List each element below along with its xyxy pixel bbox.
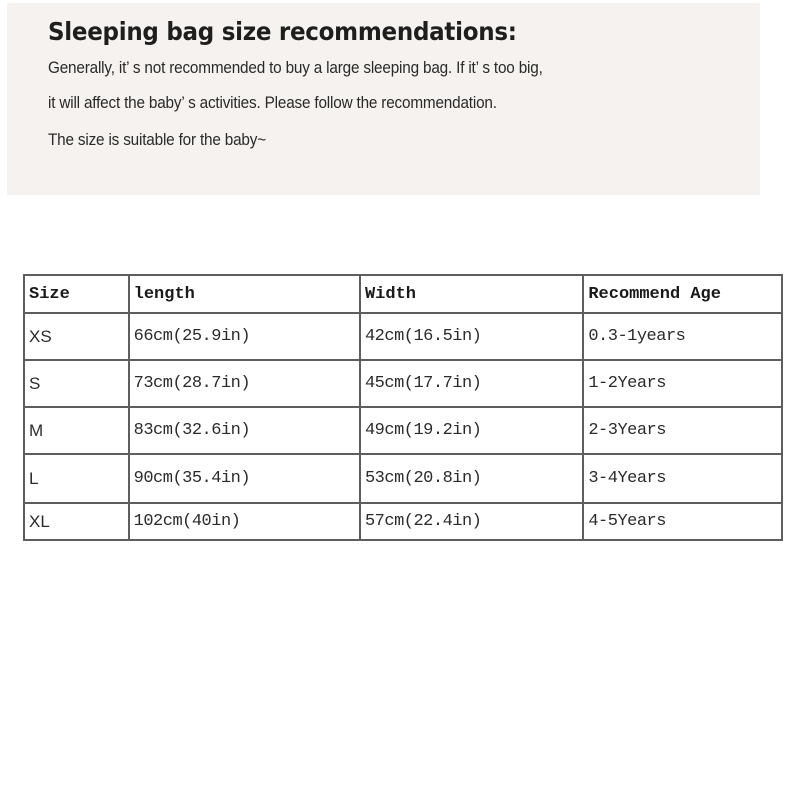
- cell-length: 83cm(32.6in): [129, 407, 360, 454]
- cell-width: 57cm(22.4in): [360, 503, 583, 540]
- cell-width: 42cm(16.5in): [360, 313, 583, 360]
- size-table: [23, 274, 783, 541]
- cell-age: 0.3-1years: [583, 313, 782, 360]
- cell-width: 45cm(17.7in): [360, 360, 583, 407]
- table-row: [24, 454, 782, 503]
- cell-length: 66cm(25.9in): [129, 313, 360, 360]
- cell-length: 102cm(40in): [129, 503, 360, 540]
- cell-age: 4-5Years: [583, 503, 782, 540]
- header-length: length: [129, 275, 360, 313]
- intro-line-1: Generally, it’ s not recommended to buy a large sleeping bag. If it’ s too big,: [48, 58, 543, 77]
- cell-width: 53cm(20.8in): [360, 454, 583, 503]
- intro-line-2: it will affect the baby’ s activities. Please follow the recommendation.: [48, 93, 497, 112]
- cell-size: XL: [24, 503, 129, 540]
- cell-size: S: [24, 360, 129, 407]
- page-title: Sleeping bag size recommendations:: [48, 17, 517, 46]
- table-row: [24, 360, 782, 407]
- cell-width: 49cm(19.2in): [360, 407, 583, 454]
- cell-size: L: [24, 454, 129, 503]
- cell-age: 3-4Years: [583, 454, 782, 503]
- cell-size: XS: [24, 313, 129, 360]
- intro-line-3: The size is suitable for the baby~: [48, 130, 266, 149]
- cell-length: 90cm(35.4in): [129, 454, 360, 503]
- table-header-row: [24, 275, 782, 313]
- header-width: Width: [360, 275, 583, 313]
- cell-size: M: [24, 407, 129, 454]
- cell-age: 1-2Years: [583, 360, 782, 407]
- table-row: [24, 313, 782, 360]
- cell-age: 2-3Years: [583, 407, 782, 454]
- header-recommend-age: Recommend Age: [583, 275, 782, 313]
- table-row: [24, 503, 782, 540]
- cell-length: 73cm(28.7in): [129, 360, 360, 407]
- table-row: [24, 407, 782, 454]
- header-size: Size: [24, 275, 129, 313]
